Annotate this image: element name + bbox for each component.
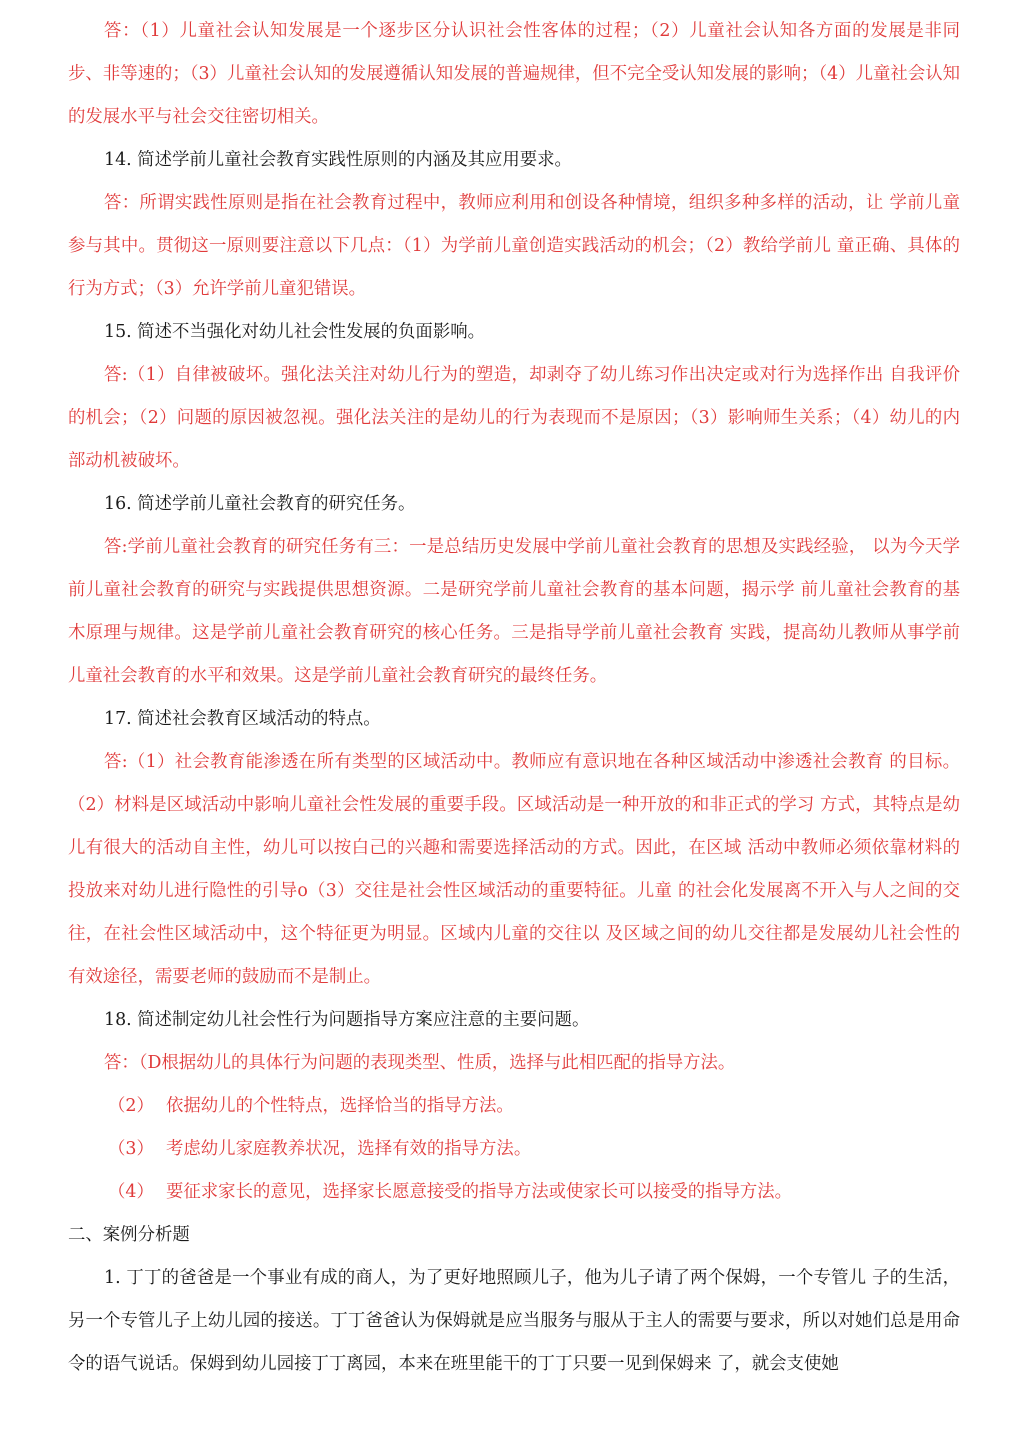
item-number: （4）: [108, 1182, 154, 1202]
document-page: [68, 10, 960, 1386]
answer-14: 答：所谓实践性原则是指在社会教育过程中，教师应利用和创设各种情境，组织多种多样的活动，让 学前儿童参与其中。贯彻这一原则要注意以下几点：（1）为学前儿童创造实践活动的机会；（2）教给学前儿 童正确、具体的行为方式；（3）允许学前儿童犯错误。: [68, 193, 960, 299]
answer-13: 答：（1）儿童社会认知发展是一个逐步区分认识社会性客体的过程；（2）儿童社会认知各方面的发展是非同步、非等速的；（3）儿童社会认知的发展遵循认知发展的普遍规律，但不完全受认知发展的影响；（4）儿童社会认知的发展水平与社会交往密切相关。: [68, 21, 960, 127]
item-text: 要征求家长的意见，选择家长愿意接受的指导方法或使家长可以接受的指导方法。: [166, 1182, 793, 1202]
answer-18-item-1: 答：（D根据幼儿的具体行为问题的表现类型、性质，选择与此相匹配的指导方法。: [104, 1053, 736, 1073]
answer-18-item-3: [68, 1128, 960, 1171]
case-paragraph-1: 1. 丁丁的爸爸是一个事业有成的商人，为了更好地照顾儿子，他为儿子请了两个保姆，一个专管儿 子的生活，另一个专管儿子上幼儿园的接送。丁丁爸爸认为保姆就是应当服务与服从于主人的需要与要求，所以对她们总是用命令的语气说话。保姆到幼儿园接丁丁离园，本来在班里能干的丁丁只要一见到保姆来 了，就会支使她: [68, 1268, 960, 1374]
question-14: 14. 简述学前儿童社会教育实践性原则的内涵及其应用要求。: [104, 150, 572, 170]
answer-18-item-4: [68, 1171, 960, 1214]
item-text: 依据幼儿的个性特点，选择恰当的指导方法。: [166, 1096, 514, 1116]
answer-18-item-2: [68, 1085, 960, 1128]
answer-17: 答:（1）社会教育能渗透在所有类型的区域活动中。教师应有意识地在各种区域活动中渗透社会教育 的目标。（2）材料是区域活动中影响儿童社会性发展的重要手段。区域活动是一种开放的和非正式的学习 方式，其特点是幼儿有很大的活动自主性，幼儿可以按白己的兴趣和需要选择活动的方式。因此，在区域 活动中教师必须依靠材料的投放来对幼儿进行隐性的引导o（3）交往是社会性区域活动的重要特征。儿童 的社会化发展离不开入与人之间的交往，在社会性区域活动中，这个特征更为明显。区域内儿童的交往以 及区域之间的幼儿交往都是发展幼儿社会性的有效途径，需要老师的鼓励而不是制止。: [68, 752, 960, 987]
answer-16: 答:学前儿童社会教育的研究任务有三：一是总结历史发展中学前儿童社会教育的思想及实践经验， 以为今天学前儿童社会教育的研究与实践提供思想资源。二是研究学前儿童社会教育的基本问题，揭示学 前儿童社会教育的基木原理与规律。这是学前儿童社会教育研究的核心任务。三是指导学前儿童社会教育 实践，提高幼儿教师从事学前儿童社会教育的水平和效果。这是学前儿童社会教育研究的最终任务。: [68, 537, 960, 686]
question-16: 16. 简述学前儿童社会教育的研究任务。: [104, 494, 416, 514]
question-15: 15. 简述不当强化对幼儿社会性发展的负面影响。: [104, 322, 485, 342]
question-18: 18. 简述制定幼儿社会性行为问题指导方案应注意的主要问题。: [104, 1010, 590, 1030]
answer-15: 答:（1）自律被破坏。强化法关注对幼儿行为的塑造，却剥夺了幼儿练习作出决定或对行为选择作出 自我评价的机会；（2）问题的原因被忽视。强化法关注的是幼儿的行为表现而不是原因；（3）影响师生关系；（4）幼儿的内部动机被破坏。: [68, 365, 960, 471]
item-number: （2）: [108, 1096, 154, 1116]
item-text: 考虑幼儿家庭教养状况，选择有效的指导方法。: [166, 1139, 532, 1159]
section-heading: 二、案例分析题: [68, 1225, 190, 1245]
item-number: （3）: [108, 1139, 154, 1159]
question-17: 17. 简述社会教育区域活动的特点。: [104, 709, 381, 729]
